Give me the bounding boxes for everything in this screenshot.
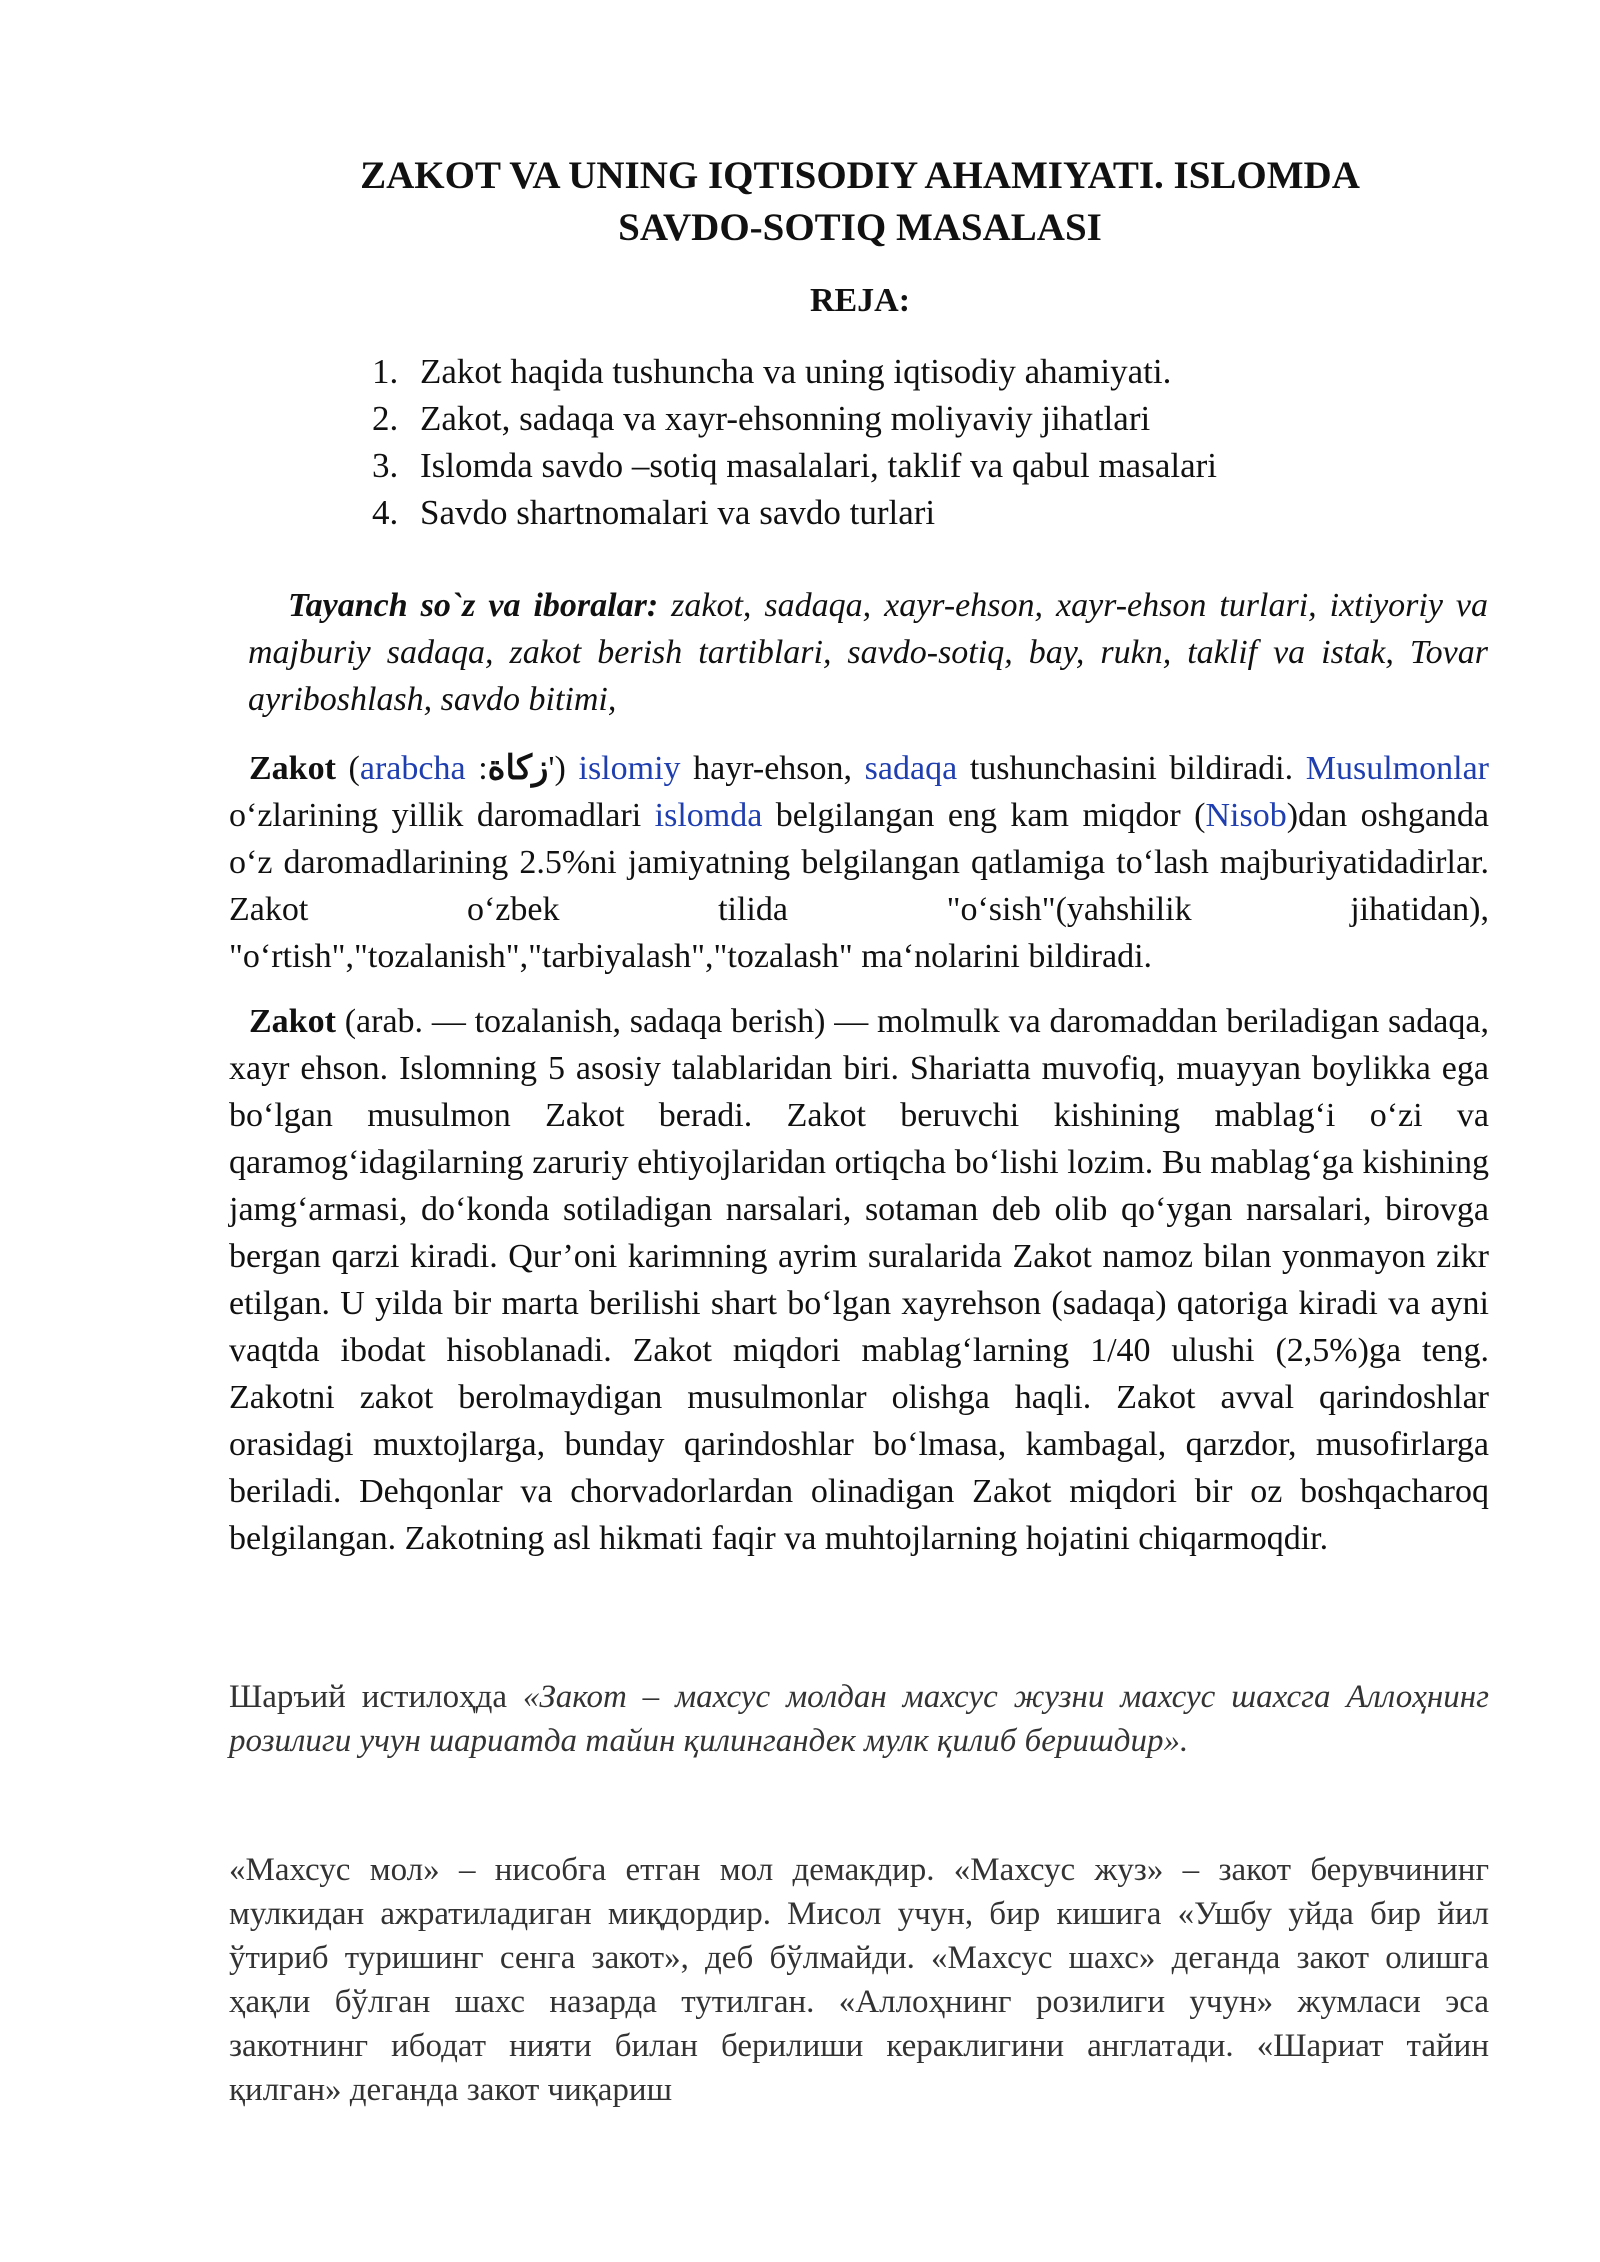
arabic-word: زكاة (487, 750, 549, 787)
title-line-2: SAVDO-SOTIQ MASALASI (618, 206, 1102, 249)
text-run: )dan oshganda o‘z daromadlarining 2.5%ni jamiyatning belgilangan qatlamiga to‘lash majburiyatidadirlar. Zakot o‘zbek tilida "o‘sish"(yahshilik jihatidan), "o‘rtish","tozalanish","tarbiyalash","tozalash" ma‘nolarini bildiradi. (229, 797, 1490, 975)
plan-item-number: 2. (372, 399, 399, 438)
text-run: o‘zlarining yillik daromadlari (229, 797, 655, 834)
link-sadaqa[interactable]: sadaqa (864, 750, 958, 787)
link-islomda[interactable]: islomda (654, 797, 763, 834)
keywords-text: zakot, sadaqa, xayr-ehson, xayr-ehson turlari, ixtiyoriy va majburiy sadaqa, zakot berish tartiblari, savdo-sotiq, bay, rukn, taklif va istak, Tovar ayriboshlash, savdo bitimi, (248, 587, 1489, 718)
text-run: hayr-ehson, (680, 750, 865, 787)
plan-item (372, 442, 1217, 489)
text-run: ( (335, 750, 360, 787)
plan-item (372, 489, 1217, 536)
paragraph-text: (arab. — tozalanish, sadaqa berish) — molmulk va daromaddan beriladigan sadaqa, xayr ehson. Islomning 5 asosiy talablaridan biri. Shariatta muvofiq, muayyan boylikka ega bo‘lgan musulmon Zakot beradi. Zakot beruvchi kishining mablag‘i o‘zi va qaramog‘idagilarning zaruriy ehtiyojlaridan ortiqcha bo‘lishi lozim. Bu mablag‘ga kishining jamg‘armasi, do‘konda sotiladigan narsalari, sotaman deb olib qo‘ygan narsalari, birovga bergan qarzi kiradi. Qur’oni karimning ayrim suralarida Zakot namoz bilan yonmayon zikr etilgan. U yilda bir marta berilishi shart bo‘lgan xayrehson (sadaqa) qatoriga kiradi va ayni vaqtda ibodat hisoblanadi. Zakot miqdori mablag‘larning 1/40 ulushi (2,5%)ga teng. Zakotni zakot berolmaydigan musulmonlar olishga haqli. Zakot avval qarindoshlar orasidagi muxtojlarga, bunday qarindoshlar bo‘lmasa, kambagal, qarzdor, musofirlarga beriladi. Dehqonlar va chorvadorlardan olinadigan Zakot miqdori bir oz boshqacharoq belgilangan. Zakotning asl hikmati faqir va muhtojlarning hojatini chiqarmoqdir. (229, 1003, 1489, 1557)
plan-item-number: 4. (372, 493, 399, 532)
text-run: belgilangan eng kam miqdor ( (762, 797, 1206, 834)
plan-item-text: Zakot haqida tushuncha va uning iqtisodiy ahamiyati. (420, 352, 1172, 391)
plan-item-text: Savdo shartnomalari va savdo turlari (420, 493, 936, 532)
link-arabcha[interactable]: arabcha (359, 750, 466, 787)
plan-list (372, 348, 1217, 536)
plan-item-text: Islomda savdo –sotiq masalalari, taklif va qabul masalari (420, 446, 1218, 485)
text-run: ') (548, 750, 579, 787)
plan-item-text: Zakot, sadaqa va xayr-ehsonning moliyaviy jihatlari (420, 399, 1151, 438)
keywords-paragraph (248, 582, 1488, 723)
page-title (260, 150, 1460, 254)
paragraph-lead: Шаръий истилоҳда (229, 1679, 523, 1715)
plan-heading: REJA: (809, 282, 911, 319)
plan-item (372, 395, 1217, 442)
link-musulmonlar[interactable]: Musulmonlar (1305, 750, 1489, 787)
link-islomiy[interactable]: islomiy (578, 750, 681, 787)
link-nisob[interactable]: Nisob (1205, 797, 1287, 834)
terms-explanation-paragraph: «Махсус мол» – нисобга етган мол демакдир. «Махсус жуз» – закот берувчининг мулкидан ажратиладиган миқдордир. Мисол учун, бир кишига «Ушбу уйда бир йил ўтириб туришинг сенга закот», деб бўлмайди. «Махсус шахс» деганда закот олишга ҳақли бўлган шахс назарда тутилган. «Аллоҳнинг розилиги учун» жумласи эса закотнинг ибодат нияти билан берилиши кераклигини англатади. «Шариат тайин қилган» деганда закот чиқариш (229, 1852, 1489, 2108)
term-zakot: Zakot (249, 750, 336, 787)
plan-item-number: 3. (372, 446, 399, 485)
sharia-definition-paragraph (229, 1675, 1489, 1763)
plan-item-number: 1. (372, 352, 399, 391)
text-run: tushunchasini bildiradi. (957, 750, 1306, 787)
zakot-explanation-paragraph (229, 998, 1489, 1562)
definition-quote: «Закот – махсус молдан махсус жузни махсус шахсга Аллоҳнинг розилиги учун шариатда тайин қилингандек мулк қилиб беришдир». (229, 1679, 1489, 1759)
zakot-definition-paragraph (229, 745, 1489, 980)
text-run: : (465, 750, 488, 787)
plan-item (372, 348, 1217, 395)
term-zakot: Zakot (249, 1003, 336, 1040)
keywords-label: Tayanch so`z va iboralar: (288, 587, 659, 624)
title-line-1: ZAKOT VA UNING IQTISODIY AHAMIYATI. ISLOMDA (360, 154, 1360, 197)
